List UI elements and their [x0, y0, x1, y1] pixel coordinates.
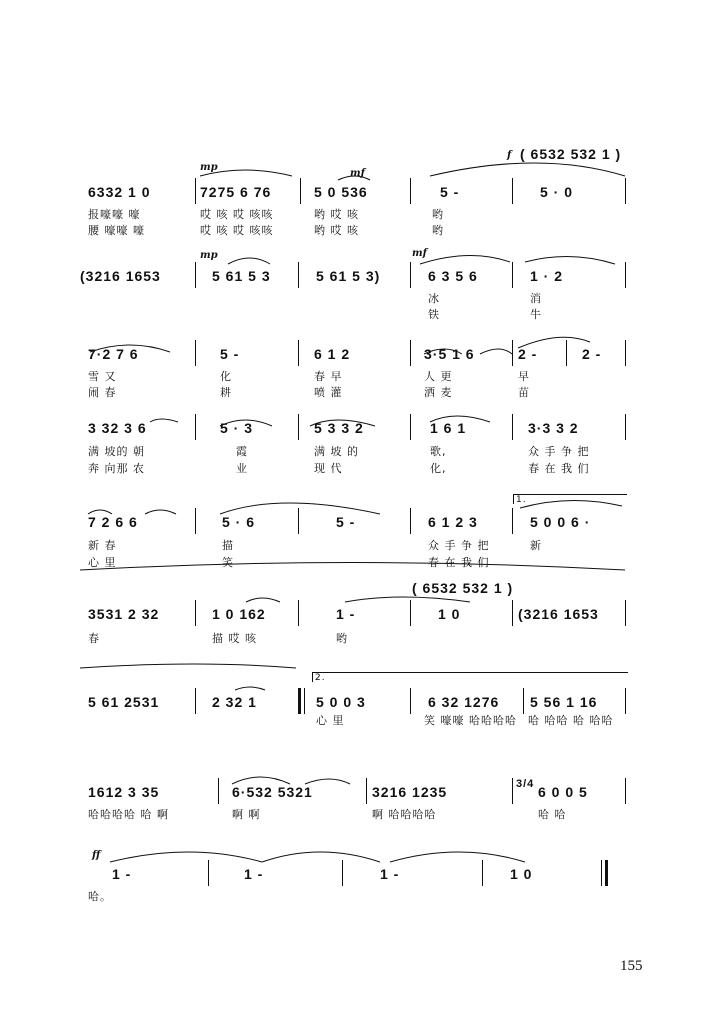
- lyrics-s5-m2: 描: [222, 539, 234, 552]
- notes-s5-m1: 7 2 6 6: [88, 514, 138, 530]
- lyrics-s8-m1: 哈哈哈哈 哈 啊: [88, 808, 169, 821]
- lyrics2-s2-m5: 牛: [530, 308, 542, 321]
- lyrics-s4-m5: 众 手 争 把: [528, 445, 590, 458]
- barline: [208, 860, 209, 886]
- lyrics-s3-m5: 早: [518, 370, 530, 383]
- page-number: 155: [620, 958, 643, 974]
- lyrics-s4-m2: 霞: [236, 445, 248, 458]
- lyrics-s4-m3: 满 坡 的: [314, 445, 359, 458]
- barline: [195, 340, 196, 366]
- repeat-barline: [298, 688, 301, 714]
- lyrics-s6-m3: 哟: [336, 632, 348, 645]
- barline: [410, 508, 411, 534]
- lyrics-s5-m5: 新: [530, 539, 542, 552]
- notes-s3-m5: 2 -: [518, 346, 538, 362]
- notes-s7-m5: 5 56 1 16: [530, 694, 598, 710]
- barline: [410, 414, 411, 440]
- lyrics-s8-m5: 哈 哈: [538, 808, 567, 821]
- barline: [512, 778, 513, 804]
- barline: [566, 340, 567, 366]
- time-signature: 3/4: [516, 778, 535, 790]
- notes-s8-m1: 1612 3 35: [88, 784, 160, 800]
- lyrics2-s5-m4: 春 在 我 们: [428, 556, 490, 569]
- barline: [625, 262, 626, 288]
- lyrics-s5-m4: 众 手 争 把: [428, 539, 490, 552]
- dynamic-mf: mf: [412, 248, 427, 259]
- lyrics2-s1-m4: 哟: [432, 224, 444, 237]
- barline: [410, 262, 411, 288]
- barline: [218, 778, 219, 804]
- lyrics2-s1-m1: 腰 嚎嚎 嚎: [88, 224, 145, 237]
- barline: [482, 860, 483, 886]
- lyrics2-s3-m1: 闹 春: [88, 386, 117, 399]
- inline-notes: ( 6532 532 1 ): [412, 580, 514, 596]
- notes-s1-m2: 7275 6 76: [200, 184, 272, 200]
- notes-s2-m5: 1 · 2: [530, 268, 564, 284]
- barline: [410, 688, 411, 714]
- lyrics-s1-m4: 哟: [432, 208, 444, 221]
- dynamic-mf: mf: [350, 168, 365, 179]
- dynamic-ff: ff: [92, 850, 101, 861]
- notes-s4-m1: 3 32 3 6: [88, 420, 147, 436]
- notes-s8-m5: 6 0 0 5: [538, 784, 588, 800]
- notes-s8-m2: 6·532 5321: [232, 784, 313, 800]
- barline: [625, 340, 626, 366]
- barline: [625, 688, 626, 714]
- barline: [366, 778, 367, 804]
- notes-s5-m5: 5 0 0 6 ·: [530, 514, 591, 530]
- barline: [195, 414, 196, 440]
- notes-s3-m3: 6 1 2: [314, 346, 351, 362]
- notes-s4-m3: 5 3 3 2: [314, 420, 364, 436]
- barline: [625, 600, 626, 626]
- barline: [523, 688, 524, 714]
- lyrics-s2-m5: 消: [530, 292, 542, 305]
- lyrics-s5-m1: 新 春: [88, 539, 117, 552]
- barline: [195, 508, 196, 534]
- lyrics-s2-m4: 冰: [428, 292, 440, 305]
- notes-s8-m3: 3216 1235: [372, 784, 448, 800]
- dynamic-mp: mp: [200, 162, 218, 173]
- notes-s7-m2: 2 32 1: [212, 694, 257, 710]
- barline: [195, 600, 196, 626]
- barline: [195, 688, 196, 714]
- notes-s1-m5: 5 · 0: [540, 184, 574, 200]
- notes-s6-m2: 1 0 162: [212, 606, 266, 622]
- barline: [298, 414, 299, 440]
- notes-s2-m1: (3216 1653: [80, 268, 161, 284]
- lyrics2-s5-m2: 笑: [222, 556, 234, 569]
- notes-s7-m4: 6 32 1276: [428, 694, 500, 710]
- barline: [298, 600, 299, 626]
- notes-s3-m1: 7·2 7 6: [88, 346, 139, 362]
- barline: [298, 262, 299, 288]
- notes-s6-m5: (3216 1653: [518, 606, 599, 622]
- barline: [512, 340, 513, 366]
- barline: [625, 178, 626, 204]
- lyrics2-s4-m2: 业: [236, 462, 248, 475]
- barline: [195, 178, 196, 204]
- lyrics-s1-m3: 哟 哎 咳: [314, 208, 359, 221]
- lyrics-s1-m1: 报嚎嚎 嚎: [88, 208, 141, 221]
- notes-s7-m3: 5 0 0 3: [316, 694, 366, 710]
- lyrics-s3-m2: 化: [220, 370, 232, 383]
- volta-bracket-edge: [513, 494, 514, 504]
- notes-s5-m3: 5 -: [336, 514, 356, 530]
- lyrics2-s5-m1: 心 里: [88, 556, 117, 569]
- lyrics2-s3-m4: 洒 麦: [424, 386, 453, 399]
- intro-notes: ( 6532 532 1 ): [520, 146, 622, 162]
- barline: [300, 178, 301, 204]
- lyrics-s4-m1: 满 坡的 朝: [88, 445, 145, 458]
- lyrics2-s1-m3: 哟 哎 咳: [314, 224, 359, 237]
- lyrics-s7-m5: 哈 哈哈 哈 哈哈: [528, 714, 614, 727]
- lyrics2-s1-m2: 哎 咳 哎 咳咳: [200, 224, 274, 237]
- barline: [512, 508, 513, 534]
- notes-s6-m4: 1 0: [438, 606, 461, 622]
- lyrics2-s3-m3: 喷 灌: [314, 386, 343, 399]
- lyrics-s3-m1: 雪 又: [88, 370, 117, 383]
- notes-s4-m5: 3·3 3 2: [528, 420, 579, 436]
- volta-bracket-edge: [312, 672, 313, 682]
- barline: [512, 600, 513, 626]
- final-barline-thick: [605, 860, 608, 886]
- notes-s3-m4: 3·5 1 6: [424, 346, 475, 362]
- lyrics-s8-m3: 啊 哈哈哈哈: [372, 808, 437, 821]
- notes-s4-m2: 5 · 3: [220, 420, 254, 436]
- notes-s4-m4: 1 6 1: [430, 420, 467, 436]
- lyrics2-s2-m4: 铁: [428, 308, 440, 321]
- dynamic-mp: mp: [200, 250, 218, 261]
- volta-2-label: 2.: [315, 673, 326, 683]
- lyrics-s4-m4: 歌,: [430, 445, 447, 458]
- notes-s1-m4: 5 -: [440, 184, 460, 200]
- barline: [410, 600, 411, 626]
- lyrics-s9-m1: 哈。: [88, 890, 112, 903]
- notes-s5-m4: 6 1 2 3: [428, 514, 478, 530]
- notes-s5-m2: 5 · 6: [222, 514, 256, 530]
- intro-dynamic: f: [507, 150, 512, 161]
- notes-s6-m3: 1 -: [336, 606, 356, 622]
- notes-s2-m3: 5 61 5 3): [316, 268, 381, 284]
- notes-s2-m4: 6 3 5 6: [428, 268, 478, 284]
- barline: [298, 340, 299, 366]
- notes-s3-m2: 5 -: [220, 346, 240, 362]
- lyrics-s6-m2: 描 哎 咳: [212, 632, 257, 645]
- notes-s9-m1: 1 -: [112, 866, 132, 882]
- notes-s2-m2: 5 61 5 3: [212, 268, 271, 284]
- barline: [410, 178, 411, 204]
- lyrics-s7-m4: 笑 嚎嚎 哈哈哈哈: [424, 714, 517, 727]
- lyrics2-s4-m1: 奔 向那 农: [88, 462, 145, 475]
- barline: [512, 262, 513, 288]
- barline: [342, 860, 343, 886]
- barline: [298, 508, 299, 534]
- lyrics-s3-m3: 春 早: [314, 370, 343, 383]
- barline: [512, 178, 513, 204]
- notes-s9-m2: 1 -: [244, 866, 264, 882]
- lyrics2-s4-m5: 春 在 我 们: [528, 462, 590, 475]
- lyrics2-s4-m3: 现 代: [314, 462, 343, 475]
- lyrics2-s3-m2: 耕: [220, 386, 232, 399]
- lyrics-s6-m1: 春: [88, 632, 100, 645]
- barline: [512, 414, 513, 440]
- notes-s6-m1: 3531 2 32: [88, 606, 160, 622]
- notes-s1-m3: 5 0 536: [314, 184, 368, 200]
- barline: [410, 340, 411, 366]
- lyrics-s7-m3: 心 里: [316, 714, 345, 727]
- volta-bracket: [513, 494, 627, 495]
- lyrics2-s3-m5: 苗: [518, 386, 530, 399]
- notes-s9-m3: 1 -: [380, 866, 400, 882]
- lyrics-s8-m2: 啊 啊: [232, 808, 261, 821]
- final-barline: [601, 860, 602, 886]
- notes-s3-m6: 2 -: [582, 346, 602, 362]
- notes-s7-m1: 5 61 2531: [88, 694, 160, 710]
- notes-s1-m1: 6332 1 0: [88, 184, 151, 200]
- volta-bracket: [312, 672, 628, 673]
- lyrics2-s4-m4: 化,: [430, 462, 447, 475]
- barline: [625, 778, 626, 804]
- barline: [625, 414, 626, 440]
- lyrics-s1-m2: 哎 咳 哎 咳咳: [200, 208, 274, 221]
- volta-1-label: 1.: [516, 495, 527, 505]
- repeat-barline: [304, 688, 305, 714]
- notes-s9-m4: 1 0: [510, 866, 533, 882]
- lyrics-s3-m4: 人 更: [424, 370, 453, 383]
- barline: [195, 262, 196, 288]
